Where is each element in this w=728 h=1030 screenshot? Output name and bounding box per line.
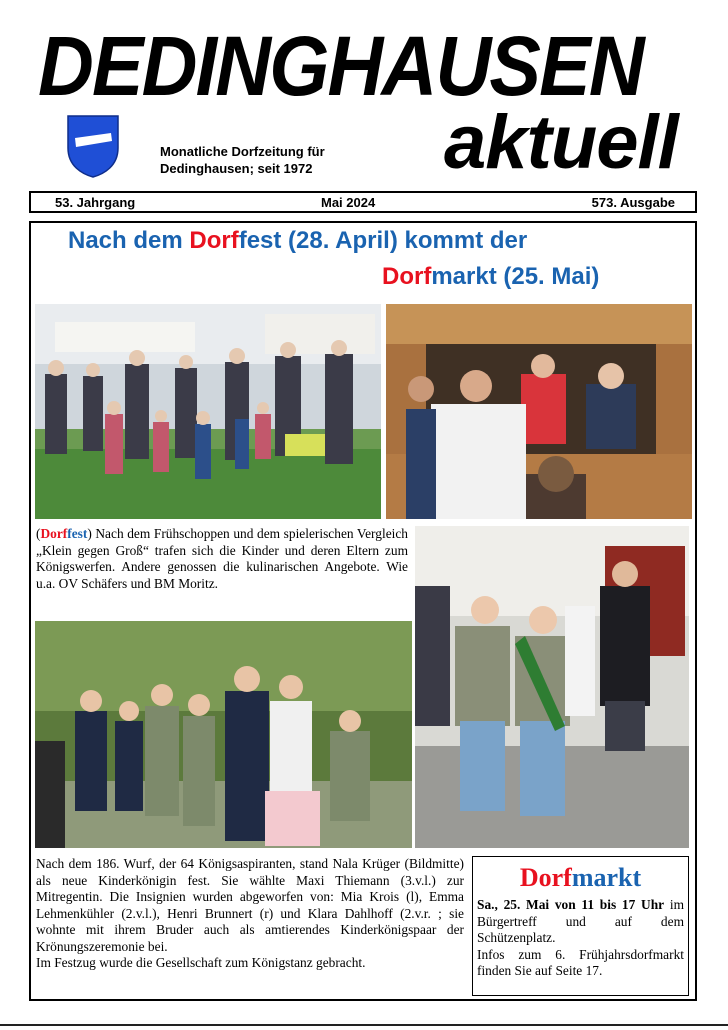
issue-label: 573. Ausgabe xyxy=(591,195,675,210)
volume-label: 53. Jahrgang xyxy=(55,195,136,210)
caption-festzug-text: Im Festzug wurde die Gesellschaft zum Königstanz gebracht. xyxy=(36,955,366,970)
issue-info-bar xyxy=(29,191,697,213)
crest-icon xyxy=(66,114,120,178)
dorfmarkt-details xyxy=(477,897,684,980)
tagline-line-2: Dedinghausen; seit 1972 xyxy=(160,161,313,176)
caption-kinderkoenigin-text: Nach dem 186. Wurf, der 64 Königsaspiranten, stand Nala Krüger (Bildmitte) als neue Kinderkönigin fest. Sie wählte Maxi Thiemann (3.v.l.) zur Mitregentin. Die Insignien wurden abgeworfen von: Mia Krois (l), Emma Lehmenkühler (2.v.l.), Henri Brunnert (r) und Klara Dahlhoff (2.v.r. ; sie wohnte mit ihrem Bruder auch als amtierendes Kinderkönigspaar der Krönungszeremonie bei. xyxy=(36,856,464,954)
photo-procession xyxy=(415,526,689,848)
photo-crowd xyxy=(35,304,381,519)
dorfmarkt-info-ref: Infos zum 6. Frühjahrsdorfmarkt finden Sie auf Seite 17. xyxy=(477,946,684,978)
caption-kinderkoenigin xyxy=(36,856,464,972)
masthead-subtitle: aktuell xyxy=(444,100,678,185)
caption-dorffest: (Dorffest) Nach dem Frühschoppen und dem spielerischen Vergleich „Klein gegen Groß“ trafen sich die Kinder und deren Eltern zum Königswerfen. Andere genossen die kulinarischen Angebote. Wie u.a. OV Schäfers und BM Moritz. xyxy=(36,526,408,591)
dorfmarkt-date: Sa., 25. Mai von 11 bis 17 Uhr xyxy=(477,897,665,912)
tagline xyxy=(160,143,390,177)
masthead-title: DEDINGHAUSEN xyxy=(38,19,643,113)
headline-line-2: Dorfmarkt (25. Mai) xyxy=(382,263,600,290)
photo-children-group xyxy=(35,621,412,848)
photo-booth xyxy=(386,304,692,519)
dorfmarkt-location: im Bürgertreff und auf dem Schützenplatz. xyxy=(477,897,684,945)
dorfmarkt-title: Dorfmarkt xyxy=(519,863,642,892)
tagline-line-1: Monatliche Dorfzeitung für xyxy=(160,144,325,159)
date-label: Mai 2024 xyxy=(321,195,376,210)
dorfmarkt-info-box xyxy=(472,856,689,996)
headline-line-1: Nach dem Dorffest (28. April) kommt der xyxy=(68,227,528,254)
page-bottom-rule xyxy=(0,1024,728,1026)
